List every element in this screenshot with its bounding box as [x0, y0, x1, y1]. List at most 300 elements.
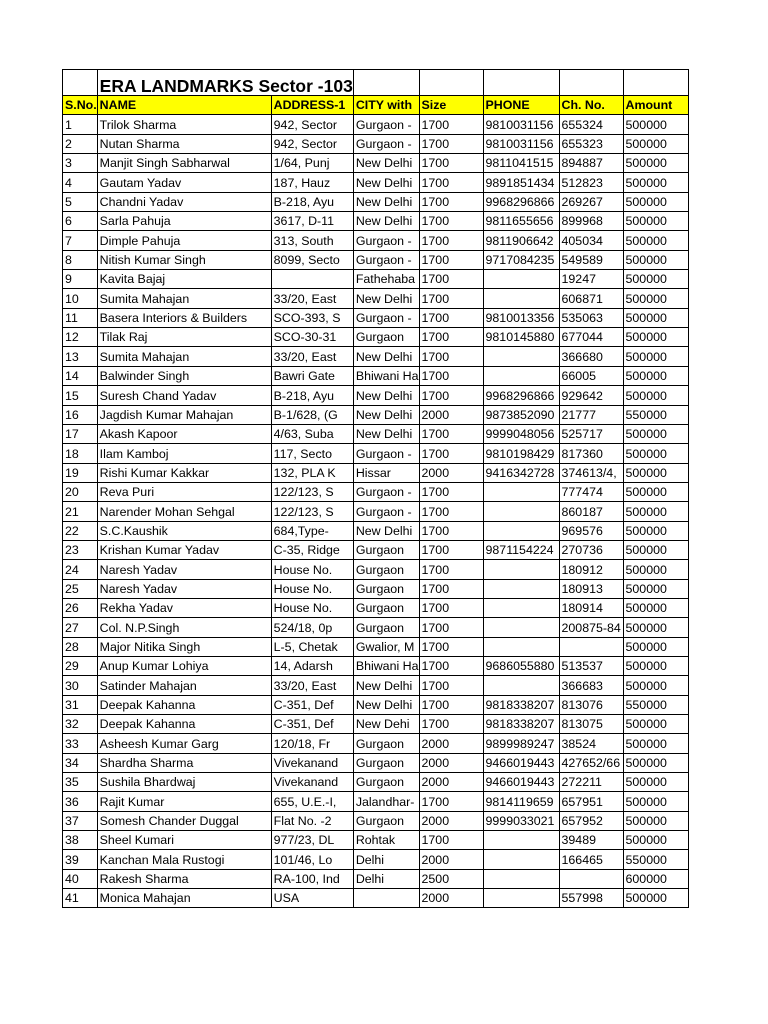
sno-cell[interactable]: 15: [63, 386, 98, 405]
size-cell[interactable]: 1700: [419, 598, 483, 617]
cheque-no-cell[interactable]: [559, 637, 623, 656]
phone-cell[interactable]: 9999048056: [483, 424, 559, 443]
name-cell[interactable]: Naresh Yadav: [97, 579, 271, 598]
amount-cell[interactable]: 550000: [623, 695, 688, 714]
sno-cell[interactable]: 37: [63, 811, 98, 830]
cheque-no-cell[interactable]: 272211: [559, 773, 623, 792]
size-cell[interactable]: 1700: [419, 308, 483, 327]
phone-cell[interactable]: 9891851434: [483, 173, 559, 192]
city-cell[interactable]: Gurgaon: [353, 734, 419, 753]
sno-cell[interactable]: 26: [63, 598, 98, 617]
address-cell[interactable]: 4/63, Suba: [271, 424, 353, 443]
size-cell[interactable]: 2000: [419, 405, 483, 424]
cheque-no-cell[interactable]: [559, 869, 623, 888]
address-cell[interactable]: [271, 270, 353, 289]
phone-cell[interactable]: [483, 618, 559, 637]
cheque-no-cell[interactable]: 813075: [559, 715, 623, 734]
name-cell[interactable]: Nutan Sharma: [97, 134, 271, 153]
address-cell[interactable]: B-218, Ayu: [271, 192, 353, 211]
name-cell[interactable]: Suresh Chand Yadav: [97, 386, 271, 405]
sno-cell[interactable]: 23: [63, 540, 98, 559]
amount-cell[interactable]: 550000: [623, 405, 688, 424]
cheque-no-cell[interactable]: 777474: [559, 482, 623, 501]
size-cell[interactable]: 1700: [419, 328, 483, 347]
amount-cell[interactable]: 500000: [623, 676, 688, 695]
sno-cell[interactable]: 13: [63, 347, 98, 366]
address-cell[interactable]: 14, Adarsh: [271, 656, 353, 675]
sno-cell[interactable]: 7: [63, 231, 98, 250]
phone-cell[interactable]: 9466019443: [483, 773, 559, 792]
size-cell[interactable]: 1700: [419, 154, 483, 173]
sno-cell[interactable]: 24: [63, 560, 98, 579]
address-cell[interactable]: 122/123, S: [271, 482, 353, 501]
city-cell[interactable]: [353, 889, 419, 908]
address-cell[interactable]: B-1/628, (G: [271, 405, 353, 424]
name-cell[interactable]: Anup Kumar Lohiya: [97, 656, 271, 675]
sno-cell[interactable]: 39: [63, 850, 98, 869]
name-cell[interactable]: Trilok Sharma: [97, 115, 271, 134]
phone-cell[interactable]: [483, 347, 559, 366]
city-cell[interactable]: Delhi: [353, 850, 419, 869]
address-cell[interactable]: 684,Type-: [271, 521, 353, 540]
city-cell[interactable]: Gurgaon: [353, 773, 419, 792]
address-cell[interactable]: C-351, Def: [271, 715, 353, 734]
amount-cell[interactable]: 500000: [623, 889, 688, 908]
size-cell[interactable]: 1700: [419, 366, 483, 385]
name-cell[interactable]: Naresh Yadav: [97, 560, 271, 579]
amount-cell[interactable]: 500000: [623, 231, 688, 250]
name-cell[interactable]: Monica Mahajan: [97, 889, 271, 908]
phone-cell[interactable]: 9811655656: [483, 212, 559, 231]
name-cell[interactable]: Kavita Bajaj: [97, 270, 271, 289]
column-header-size[interactable]: Size: [419, 96, 483, 115]
title-cell-blank[interactable]: [559, 70, 623, 96]
name-cell[interactable]: Shardha Sharma: [97, 753, 271, 772]
size-cell[interactable]: 1700: [419, 270, 483, 289]
name-cell[interactable]: Gautam Yadav: [97, 173, 271, 192]
cheque-no-cell[interactable]: 427652/66: [559, 753, 623, 772]
name-cell[interactable]: Dimple Pahuja: [97, 231, 271, 250]
address-cell[interactable]: L-5, Chetak: [271, 637, 353, 656]
cheque-no-cell[interactable]: 549589: [559, 250, 623, 269]
city-cell[interactable]: New Delhi: [353, 521, 419, 540]
amount-cell[interactable]: 500000: [623, 444, 688, 463]
amount-cell[interactable]: 500000: [623, 656, 688, 675]
sheet-title[interactable]: ERA LANDMARKS Sector -103: [97, 70, 353, 96]
address-cell[interactable]: B-218, Ayu: [271, 386, 353, 405]
amount-cell[interactable]: 500000: [623, 540, 688, 559]
amount-cell[interactable]: 500000: [623, 792, 688, 811]
column-header-name[interactable]: NAME: [97, 96, 271, 115]
cheque-no-cell[interactable]: 657951: [559, 792, 623, 811]
city-cell[interactable]: Gwalior, M: [353, 637, 419, 656]
cheque-no-cell[interactable]: 657952: [559, 811, 623, 830]
phone-cell[interactable]: 9416342728: [483, 463, 559, 482]
amount-cell[interactable]: 500000: [623, 115, 688, 134]
sno-cell[interactable]: 11: [63, 308, 98, 327]
sno-cell[interactable]: 32: [63, 715, 98, 734]
name-cell[interactable]: Sheel Kumari: [97, 831, 271, 850]
name-cell[interactable]: Deepak Kahanna: [97, 715, 271, 734]
size-cell[interactable]: 1700: [419, 424, 483, 443]
sno-cell[interactable]: 1: [63, 115, 98, 134]
city-cell[interactable]: Gurgaon -: [353, 134, 419, 153]
title-cell-blank[interactable]: [63, 70, 98, 96]
address-cell[interactable]: 132, PLA K: [271, 463, 353, 482]
amount-cell[interactable]: 500000: [623, 831, 688, 850]
cheque-no-cell[interactable]: 269267: [559, 192, 623, 211]
phone-cell[interactable]: 9811041515: [483, 154, 559, 173]
name-cell[interactable]: Col. N.P.Singh: [97, 618, 271, 637]
phone-cell[interactable]: [483, 637, 559, 656]
cheque-no-cell[interactable]: 166465: [559, 850, 623, 869]
size-cell[interactable]: 1700: [419, 618, 483, 637]
city-cell[interactable]: Gurgaon -: [353, 231, 419, 250]
cheque-no-cell[interactable]: 180913: [559, 579, 623, 598]
cheque-no-cell[interactable]: 655324: [559, 115, 623, 134]
cheque-no-cell[interactable]: 557998: [559, 889, 623, 908]
amount-cell[interactable]: 500000: [623, 366, 688, 385]
city-cell[interactable]: New Delhi: [353, 424, 419, 443]
size-cell[interactable]: 1700: [419, 212, 483, 231]
amount-cell[interactable]: 500000: [623, 250, 688, 269]
phone-cell[interactable]: 9899989247: [483, 734, 559, 753]
city-cell[interactable]: Gurgaon: [353, 560, 419, 579]
city-cell[interactable]: New Delhi: [353, 154, 419, 173]
column-header-city[interactable]: CITY with: [353, 96, 419, 115]
phone-cell[interactable]: 9811906642: [483, 231, 559, 250]
amount-cell[interactable]: 500000: [623, 579, 688, 598]
cheque-no-cell[interactable]: 513537: [559, 656, 623, 675]
sno-cell[interactable]: 10: [63, 289, 98, 308]
city-cell[interactable]: Bhiwani Ha: [353, 656, 419, 675]
size-cell[interactable]: 1700: [419, 231, 483, 250]
phone-cell[interactable]: [483, 270, 559, 289]
sno-cell[interactable]: 5: [63, 192, 98, 211]
amount-cell[interactable]: 500000: [623, 482, 688, 501]
phone-cell[interactable]: 9968296866: [483, 192, 559, 211]
cheque-no-cell[interactable]: 270736: [559, 540, 623, 559]
phone-cell[interactable]: [483, 850, 559, 869]
city-cell[interactable]: Gurgaon -: [353, 444, 419, 463]
city-cell[interactable]: Gurgaon -: [353, 502, 419, 521]
size-cell[interactable]: 1700: [419, 115, 483, 134]
amount-cell[interactable]: 500000: [623, 212, 688, 231]
amount-cell[interactable]: 500000: [623, 347, 688, 366]
size-cell[interactable]: 1700: [419, 250, 483, 269]
size-cell[interactable]: 1700: [419, 386, 483, 405]
size-cell[interactable]: 1700: [419, 792, 483, 811]
sno-cell[interactable]: 35: [63, 773, 98, 792]
sno-cell[interactable]: 31: [63, 695, 98, 714]
amount-cell[interactable]: 500000: [623, 192, 688, 211]
phone-cell[interactable]: [483, 831, 559, 850]
size-cell[interactable]: 2000: [419, 850, 483, 869]
phone-cell[interactable]: 9873852090: [483, 405, 559, 424]
name-cell[interactable]: S.C.Kaushik: [97, 521, 271, 540]
column-header-sno[interactable]: S.No.: [63, 96, 98, 115]
cheque-no-cell[interactable]: 39489: [559, 831, 623, 850]
cheque-no-cell[interactable]: 525717: [559, 424, 623, 443]
phone-cell[interactable]: [483, 482, 559, 501]
name-cell[interactable]: Sumita Mahajan: [97, 289, 271, 308]
cheque-no-cell[interactable]: 21777: [559, 405, 623, 424]
city-cell[interactable]: Gurgaon: [353, 328, 419, 347]
address-cell[interactable]: 1/64, Punj: [271, 154, 353, 173]
address-cell[interactable]: 8099, Secto: [271, 250, 353, 269]
amount-cell[interactable]: 500000: [623, 753, 688, 772]
amount-cell[interactable]: 500000: [623, 328, 688, 347]
size-cell[interactable]: 1700: [419, 715, 483, 734]
size-cell[interactable]: 1700: [419, 482, 483, 501]
city-cell[interactable]: Delhi: [353, 869, 419, 888]
city-cell[interactable]: New Delhi: [353, 386, 419, 405]
name-cell[interactable]: Narender Mohan Sehgal: [97, 502, 271, 521]
city-cell[interactable]: Bhiwani Ha: [353, 366, 419, 385]
address-cell[interactable]: 187, Hauz: [271, 173, 353, 192]
sno-cell[interactable]: 40: [63, 869, 98, 888]
address-cell[interactable]: Vivekanand: [271, 753, 353, 772]
cheque-no-cell[interactable]: 813076: [559, 695, 623, 714]
name-cell[interactable]: Manjit Singh Sabharwal: [97, 154, 271, 173]
sno-cell[interactable]: 36: [63, 792, 98, 811]
cheque-no-cell[interactable]: 899968: [559, 212, 623, 231]
name-cell[interactable]: Somesh Chander Duggal: [97, 811, 271, 830]
address-cell[interactable]: Vivekanand: [271, 773, 353, 792]
cheque-no-cell[interactable]: 817360: [559, 444, 623, 463]
amount-cell[interactable]: 500000: [623, 134, 688, 153]
amount-cell[interactable]: 500000: [623, 618, 688, 637]
size-cell[interactable]: 2000: [419, 773, 483, 792]
city-cell[interactable]: Rohtak: [353, 831, 419, 850]
cheque-no-cell[interactable]: 366680: [559, 347, 623, 366]
phone-cell[interactable]: 9810031156: [483, 115, 559, 134]
phone-cell[interactable]: [483, 289, 559, 308]
name-cell[interactable]: Reva Puri: [97, 482, 271, 501]
size-cell[interactable]: 1700: [419, 289, 483, 308]
size-cell[interactable]: 2000: [419, 463, 483, 482]
phone-cell[interactable]: [483, 502, 559, 521]
amount-cell[interactable]: 500000: [623, 521, 688, 540]
name-cell[interactable]: Akash Kapoor: [97, 424, 271, 443]
column-header-phone[interactable]: PHONE: [483, 96, 559, 115]
amount-cell[interactable]: 500000: [623, 734, 688, 753]
amount-cell[interactable]: 500000: [623, 173, 688, 192]
phone-cell[interactable]: 9686055880: [483, 656, 559, 675]
city-cell[interactable]: Gurgaon -: [353, 115, 419, 134]
address-cell[interactable]: USA: [271, 889, 353, 908]
sno-cell[interactable]: 3: [63, 154, 98, 173]
amount-cell[interactable]: 500000: [623, 386, 688, 405]
title-cell-blank[interactable]: [419, 70, 483, 96]
city-cell[interactable]: Jalandhar-: [353, 792, 419, 811]
cheque-no-cell[interactable]: 180912: [559, 560, 623, 579]
name-cell[interactable]: Kanchan Mala Rustogi: [97, 850, 271, 869]
address-cell[interactable]: SCO-30-31: [271, 328, 353, 347]
name-cell[interactable]: Major Nitika Singh: [97, 637, 271, 656]
cheque-no-cell[interactable]: 512823: [559, 173, 623, 192]
size-cell[interactable]: 2500: [419, 869, 483, 888]
name-cell[interactable]: Krishan Kumar Yadav: [97, 540, 271, 559]
amount-cell[interactable]: 500000: [623, 811, 688, 830]
sno-cell[interactable]: 29: [63, 656, 98, 675]
cheque-no-cell[interactable]: 929642: [559, 386, 623, 405]
city-cell[interactable]: Gurgaon: [353, 811, 419, 830]
phone-cell[interactable]: 9466019443: [483, 753, 559, 772]
name-cell[interactable]: Rajit Kumar: [97, 792, 271, 811]
city-cell[interactable]: Gurgaon: [353, 753, 419, 772]
size-cell[interactable]: 1700: [419, 347, 483, 366]
title-cell-blank[interactable]: [483, 70, 559, 96]
name-cell[interactable]: Sarla Pahuja: [97, 212, 271, 231]
sno-cell[interactable]: 8: [63, 250, 98, 269]
address-cell[interactable]: 313, South: [271, 231, 353, 250]
phone-cell[interactable]: 9810031156: [483, 134, 559, 153]
city-cell[interactable]: New Delhi: [353, 676, 419, 695]
name-cell[interactable]: Rakesh Sharma: [97, 869, 271, 888]
phone-cell[interactable]: [483, 676, 559, 695]
amount-cell[interactable]: 500000: [623, 289, 688, 308]
address-cell[interactable]: Bawri Gate: [271, 366, 353, 385]
city-cell[interactable]: Gurgaon -: [353, 482, 419, 501]
city-cell[interactable]: New Delhi: [353, 695, 419, 714]
phone-cell[interactable]: 9818338207: [483, 715, 559, 734]
cheque-no-cell[interactable]: 535063: [559, 308, 623, 327]
name-cell[interactable]: Balwinder Singh: [97, 366, 271, 385]
phone-cell[interactable]: 9818338207: [483, 695, 559, 714]
cheque-no-cell[interactable]: 894887: [559, 154, 623, 173]
size-cell[interactable]: 1700: [419, 444, 483, 463]
phone-cell[interactable]: [483, 579, 559, 598]
address-cell[interactable]: 33/20, East: [271, 289, 353, 308]
address-cell[interactable]: 33/20, East: [271, 347, 353, 366]
address-cell[interactable]: 120/18, Fr: [271, 734, 353, 753]
sno-cell[interactable]: 21: [63, 502, 98, 521]
city-cell[interactable]: Gurgaon -: [353, 308, 419, 327]
phone-cell[interactable]: 9717084235: [483, 250, 559, 269]
phone-cell[interactable]: 9999033021: [483, 811, 559, 830]
phone-cell[interactable]: 9810198429: [483, 444, 559, 463]
phone-cell[interactable]: 9810145880: [483, 328, 559, 347]
name-cell[interactable]: Sushila Bhardwaj: [97, 773, 271, 792]
name-cell[interactable]: Jagdish Kumar Mahajan: [97, 405, 271, 424]
address-cell[interactable]: C-351, Def: [271, 695, 353, 714]
address-cell[interactable]: 655, U.E.-I,: [271, 792, 353, 811]
phone-cell[interactable]: 9871154224: [483, 540, 559, 559]
cheque-no-cell[interactable]: 969576: [559, 521, 623, 540]
name-cell[interactable]: Chandni Yadav: [97, 192, 271, 211]
city-cell[interactable]: New Delhi: [353, 347, 419, 366]
cheque-no-cell[interactable]: 405034: [559, 231, 623, 250]
phone-cell[interactable]: 9814119659: [483, 792, 559, 811]
city-cell[interactable]: New Dehi: [353, 715, 419, 734]
address-cell[interactable]: Flat No. -2: [271, 811, 353, 830]
cheque-no-cell[interactable]: 366683: [559, 676, 623, 695]
size-cell[interactable]: 1700: [419, 656, 483, 675]
address-cell[interactable]: 942, Sector: [271, 134, 353, 153]
sno-cell[interactable]: 33: [63, 734, 98, 753]
sno-cell[interactable]: 30: [63, 676, 98, 695]
phone-cell[interactable]: 9968296866: [483, 386, 559, 405]
column-header-amount[interactable]: Amount: [623, 96, 688, 115]
address-cell[interactable]: House No.: [271, 579, 353, 598]
sno-cell[interactable]: 34: [63, 753, 98, 772]
cheque-no-cell[interactable]: 200875-84: [559, 618, 623, 637]
phone-cell[interactable]: [483, 560, 559, 579]
city-cell[interactable]: Gurgaon: [353, 618, 419, 637]
address-cell[interactable]: 122/123, S: [271, 502, 353, 521]
size-cell[interactable]: 1700: [419, 560, 483, 579]
sno-cell[interactable]: 28: [63, 637, 98, 656]
cheque-no-cell[interactable]: 180914: [559, 598, 623, 617]
amount-cell[interactable]: 500000: [623, 154, 688, 173]
size-cell[interactable]: 2000: [419, 889, 483, 908]
phone-cell[interactable]: [483, 521, 559, 540]
amount-cell[interactable]: 500000: [623, 270, 688, 289]
amount-cell[interactable]: 500000: [623, 637, 688, 656]
size-cell[interactable]: 1700: [419, 637, 483, 656]
phone-cell[interactable]: 9810013356: [483, 308, 559, 327]
address-cell[interactable]: RA-100, Ind: [271, 869, 353, 888]
phone-cell[interactable]: [483, 889, 559, 908]
city-cell[interactable]: New Delhi: [353, 192, 419, 211]
cheque-no-cell[interactable]: 19247: [559, 270, 623, 289]
phone-cell[interactable]: [483, 366, 559, 385]
cheque-no-cell[interactable]: 677044: [559, 328, 623, 347]
size-cell[interactable]: 1700: [419, 521, 483, 540]
address-cell[interactable]: 117, Secto: [271, 444, 353, 463]
amount-cell[interactable]: 500000: [623, 598, 688, 617]
size-cell[interactable]: 2000: [419, 811, 483, 830]
sno-cell[interactable]: 20: [63, 482, 98, 501]
address-cell[interactable]: 33/20, East: [271, 676, 353, 695]
cheque-no-cell[interactable]: 606871: [559, 289, 623, 308]
amount-cell[interactable]: 500000: [623, 424, 688, 443]
city-cell[interactable]: New Delhi: [353, 212, 419, 231]
sno-cell[interactable]: 41: [63, 889, 98, 908]
column-header-cheque-no[interactable]: Ch. No.: [559, 96, 623, 115]
size-cell[interactable]: 1700: [419, 540, 483, 559]
column-header-address[interactable]: ADDRESS-1: [271, 96, 353, 115]
size-cell[interactable]: 1700: [419, 831, 483, 850]
sno-cell[interactable]: 9: [63, 270, 98, 289]
sno-cell[interactable]: 18: [63, 444, 98, 463]
cheque-no-cell[interactable]: 374613/4,: [559, 463, 623, 482]
address-cell[interactable]: 101/46, Lo: [271, 850, 353, 869]
sno-cell[interactable]: 2: [63, 134, 98, 153]
cheque-no-cell[interactable]: 655323: [559, 134, 623, 153]
sno-cell[interactable]: 14: [63, 366, 98, 385]
name-cell[interactable]: Asheesh Kumar Garg: [97, 734, 271, 753]
city-cell[interactable]: Gurgaon: [353, 540, 419, 559]
address-cell[interactable]: C-35, Ridge: [271, 540, 353, 559]
sno-cell[interactable]: 4: [63, 173, 98, 192]
amount-cell[interactable]: 500000: [623, 773, 688, 792]
address-cell[interactable]: House No.: [271, 598, 353, 617]
phone-cell[interactable]: [483, 869, 559, 888]
sno-cell[interactable]: 22: [63, 521, 98, 540]
name-cell[interactable]: Deepak Kahanna: [97, 695, 271, 714]
size-cell[interactable]: 2000: [419, 734, 483, 753]
amount-cell[interactable]: 500000: [623, 715, 688, 734]
size-cell[interactable]: 2000: [419, 753, 483, 772]
address-cell[interactable]: 3617, D-11: [271, 212, 353, 231]
size-cell[interactable]: 1700: [419, 676, 483, 695]
title-cell-blank[interactable]: [623, 70, 688, 96]
city-cell[interactable]: New Delhi: [353, 405, 419, 424]
size-cell[interactable]: 1700: [419, 579, 483, 598]
name-cell[interactable]: Basera Interiors & Builders: [97, 308, 271, 327]
